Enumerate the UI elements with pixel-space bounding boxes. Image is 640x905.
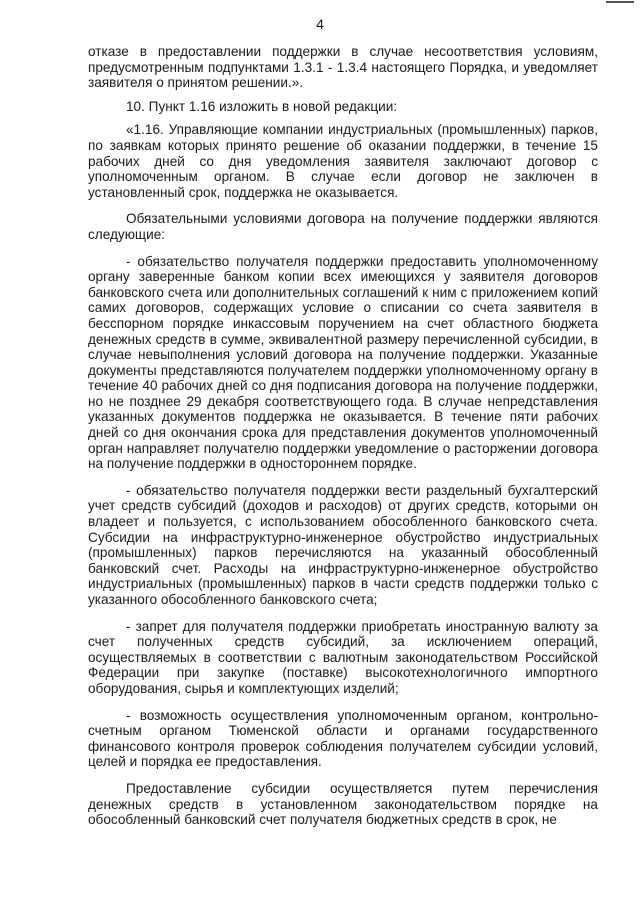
paragraph-obligation-separate-accounting: - обязательство получателя поддержки вести раздельный бухгалтерский учет средств субсидий (доходов и расходов) от других средств, которыми он владеет и пользуется, с использованием обособленного банковского счета. Субсидии на инфраструктурно-инженерное обустройство индустриальных (промышленных) парков перечисляются на указанный обособленный банковский счет. Расходы на инфраструктурно-инженерное обустройство индустриальных (промышленных) парков в части средств поддержки только с указанного обособленного банковского счета; (88, 482, 598, 607)
paragraph-clause-1-16: «1.16. Управляющие компании индустриальных (промышленных) парков, по заявкам которых принято решение об оказании поддержки, в течение 15 рабочих дней со дня уведомления заявителя заключают договор с уполномоченным органом. В случае если договор не заключен в установленный срок, поддержка не оказывается. (88, 122, 598, 200)
paragraph-obligation-bank-accounts: - обязательство получателя поддержки предоставить уполномоченному органу заверенные банком копии всех имеющихся у заявителя договоров банковского счета или дополнительных соглашений к ним с приложением копий самих договоров, содержащих условие о списании со счета заявителя в бесспорном порядке инкассовым поручением на счет областного бюджета денежных средств в сумме, эквивалентной размеру перечисленной субсидии, в случае невыполнения условий договора на получение поддержки. Указанные документы представляются получателем поддержки уполномоченному органу в течение 40 рабочих дней со дня подписания договора на получение поддержки, но не позднее 29 декабря соответствующего года. В случае непредставления указанных документов поддержка не оказывается. В течение пяти рабочих дней со дня окончания срока для представления документов уполномоченный орган направляет получателю поддержки уведомление о расторжении договора на получение поддержки в одностороннем порядке. (88, 253, 598, 472)
paragraph-item-10: 10. Пункт 1.16 изложить в новой редакции: (126, 98, 398, 114)
document-body (88, 44, 598, 828)
paragraph-subsidy-transfer: Предоставление субсидии осуществляется путем перечисления денежных средств в установленном законодательством порядке на обособленный банковский счет получателя бюджетных средств в срок, не (88, 780, 598, 828)
scan-corner-mark (606, 1, 634, 3)
paragraph-contract-conditions: Обязательными условиями договора на получение поддержки являются следующие: (88, 211, 598, 242)
paragraph-control-checks: - возможность осуществления уполномоченным органом, контрольно-счетным органом Тюменской области и органами государственного финансового контроля проверок соблюдения получателем субсидии условий, целей и порядка ее предоставления. (88, 707, 598, 770)
page-number: 4 (316, 16, 324, 32)
paragraph-currency-ban: - запрет для получателя поддержки приобретать иностранную валюту за счет полученных средств субсидий, за исключением операций, осуществляемых в соответствии с валютным законодательством Российской Федерации при закупке (поставке) высокотехнологичного импортного оборудования, сырья и комплектующих изделий; (88, 618, 598, 696)
paragraph-continuation: отказе в предоставлении поддержки в случае несоответствия условиям, предусмотренным подпунктами 1.3.1 - 1.3.4 настоящего Порядка, и уведомляет заявителя о принятом решении.». (88, 44, 598, 91)
